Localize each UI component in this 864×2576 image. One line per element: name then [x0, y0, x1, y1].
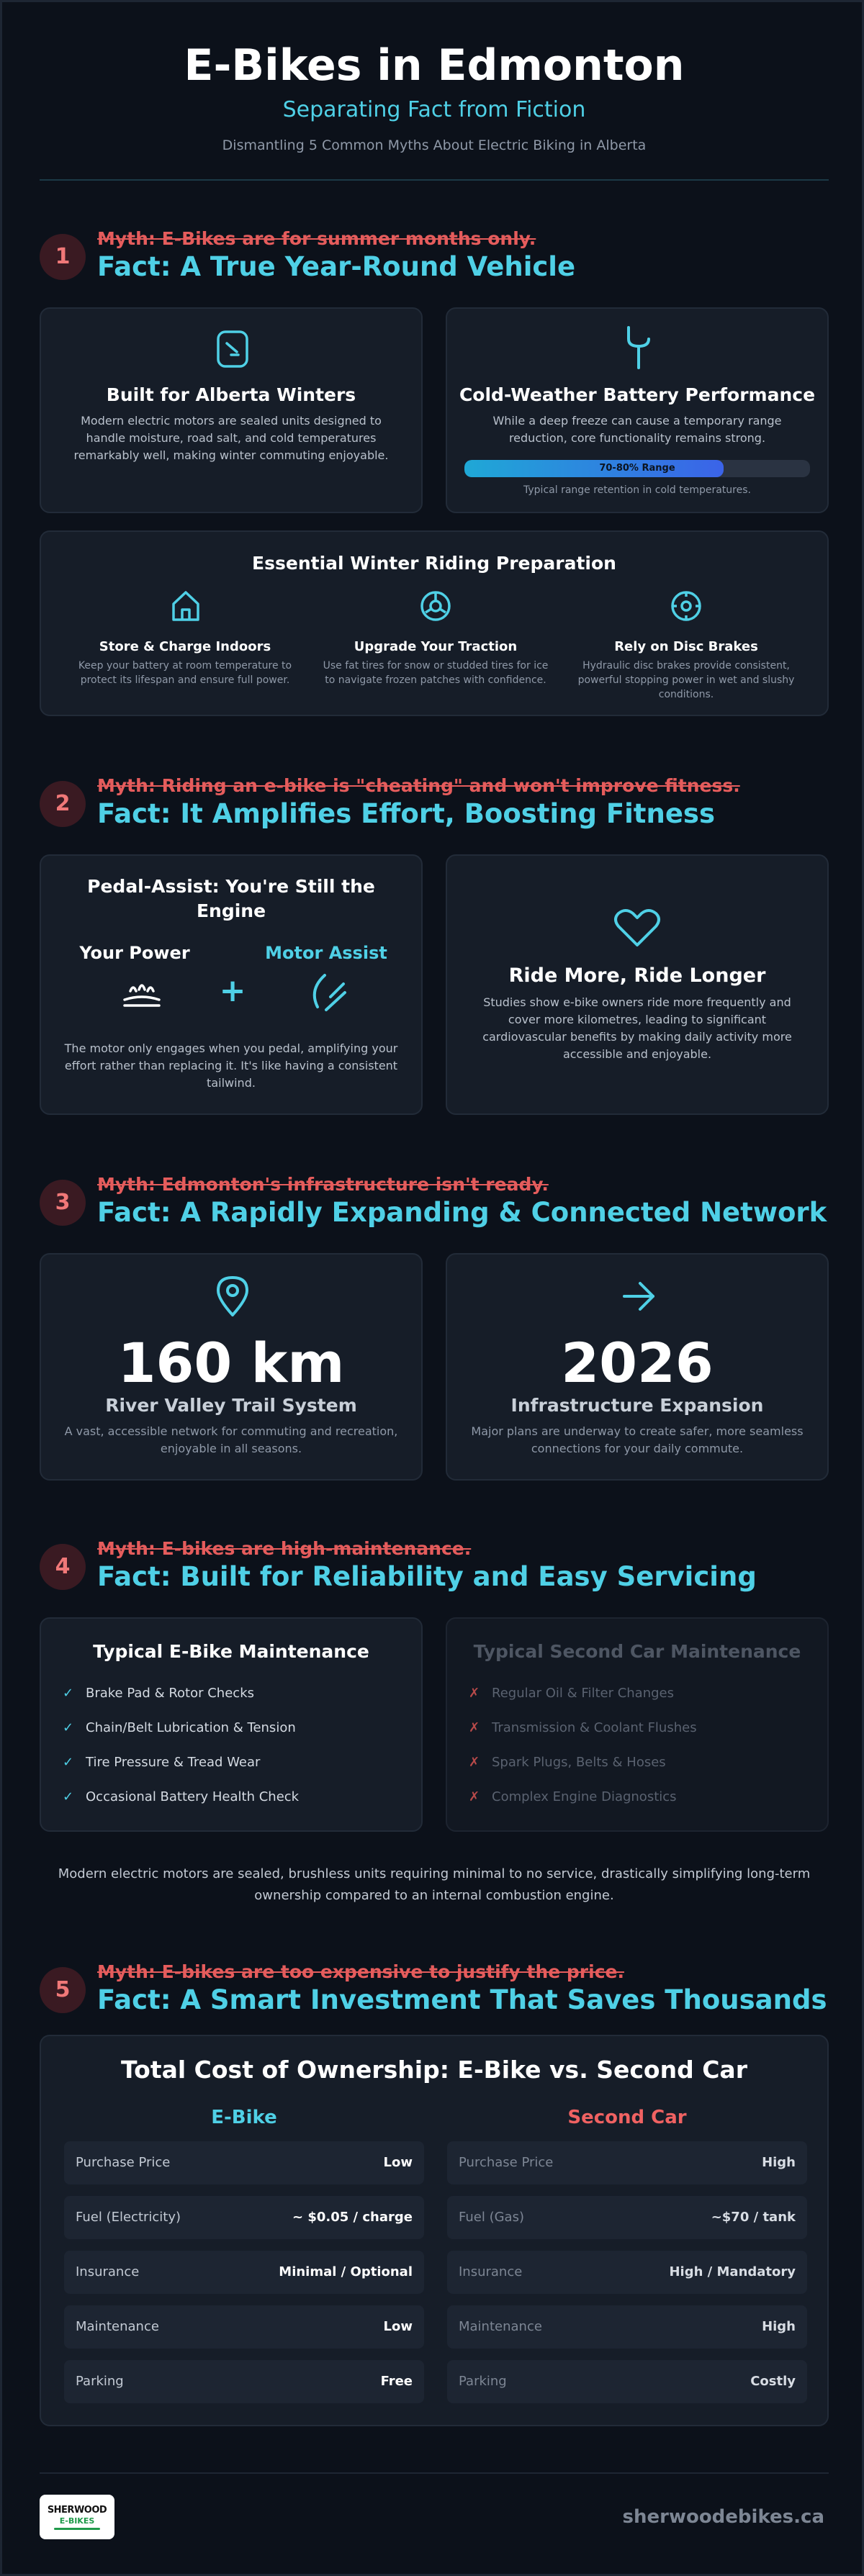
logo-swoosh	[54, 2528, 100, 2530]
section-number: 3	[40, 1180, 86, 1226]
rider-icon	[120, 975, 163, 1010]
page-title: E-Bikes in Edmonton	[184, 40, 685, 91]
location-pin-icon	[214, 1273, 251, 1318]
expansion-year: 2026	[561, 1331, 714, 1395]
card-trail-system	[40, 1253, 423, 1481]
ebike-maintenance-list	[63, 1676, 407, 1815]
card-infrastructure	[446, 1253, 829, 1481]
myth-text: Myth: E-Bikes are for summer months only.	[97, 228, 536, 249]
range-bar	[464, 460, 810, 477]
card-title: Typical E-Bike Maintenance	[93, 1641, 369, 1662]
list-item: ✗ Regular Oil & Filter Changes	[469, 1676, 813, 1711]
list-item: ✗ Transmission & Coolant Flushes	[469, 1711, 813, 1745]
check-icon: ✓	[63, 1755, 74, 1770]
range-bar-label: 70-80% Range	[599, 463, 675, 474]
prep-title: Upgrade Your Traction	[354, 639, 518, 654]
check-icon: ✓	[63, 1686, 74, 1701]
card-title: Typical Second Car Maintenance	[473, 1641, 801, 1662]
section-2-header	[40, 774, 829, 831]
card-text: A vast, accessible network for commuting and recreation, enjoyable in all seasons.	[64, 1424, 398, 1455]
card-text: Modern electric motors are sealed units designed to handle moisture, road salt, and cold temperatures remarkably well, making winter commuting enjoyable.	[73, 414, 389, 462]
card-ride-more	[446, 854, 829, 1115]
section-number: 5	[40, 1967, 86, 2013]
card-ebike-maintenance	[40, 1617, 423, 1832]
fact-text: Fact: A True Year-Round Vehicle	[97, 251, 576, 282]
myth-text: Myth: E-bikes are high-maintenance.	[97, 1538, 472, 1559]
list-item: ✓ Tire Pressure & Tread Wear	[63, 1745, 407, 1780]
cross-icon: ✗	[469, 1720, 480, 1735]
card-car-maintenance	[446, 1617, 829, 1832]
tco-row: Maintenance High	[447, 2305, 807, 2349]
logo-line-1: SHERWOOD	[47, 2505, 107, 2516]
card-tco	[40, 2035, 829, 2426]
maintenance-note: Modern electric motors are sealed, brushless units requiring minimal to no service, drastically simplifying long-term ownership compared to an internal combustion engine.	[58, 1866, 811, 1903]
tco-row: Parking Free	[64, 2360, 424, 2403]
card-title: Built for Alberta Winters	[106, 384, 356, 405]
prep-text: Keep your battery at room temperature to protect its lifespan and ensure full power.	[78, 660, 292, 686]
card-title: Infrastructure Expansion	[510, 1395, 764, 1416]
section-number: 4	[40, 1544, 86, 1590]
website-link[interactable]: sherwoodebikes.ca	[622, 2506, 824, 2528]
phone-icon	[215, 329, 250, 369]
sherwood-logo[interactable]	[40, 2495, 114, 2539]
section-3-header	[40, 1172, 829, 1230]
myth-text: Myth: Edmonton's infrastructure isn't ready.	[97, 1174, 549, 1195]
card-text: While a deep freeze can cause a temporary range reduction, core functionality remains strong.	[492, 414, 782, 445]
card-winters	[40, 307, 423, 513]
range-caption: Typical range retention in cold temperatures.	[523, 484, 751, 496]
check-icon: ✓	[63, 1789, 74, 1804]
tco-row: Purchase Price Low	[64, 2141, 424, 2184]
card-title: Cold-Weather Battery Performance	[459, 384, 816, 405]
tco-row: Purchase Price High	[447, 2141, 807, 2184]
car-maintenance-list	[469, 1676, 813, 1815]
prep-item-brakes	[571, 589, 801, 702]
footer-divider	[40, 2472, 829, 2474]
fact-text: Fact: Built for Reliability and Easy Servicing	[97, 1561, 757, 1592]
section-number: 2	[40, 781, 86, 827]
motor-assist-label: Motor Assist	[265, 943, 387, 963]
list-item: ✓ Occasional Battery Health Check	[63, 1780, 407, 1815]
list-item: ✗ Spark Plugs, Belts & Hoses	[469, 1745, 813, 1780]
fact-text: Fact: A Smart Investment That Saves Thousands	[97, 1984, 827, 2015]
arrow-right-icon	[620, 1280, 657, 1312]
heart-icon	[613, 906, 662, 949]
list-item: ✗ Complex Engine Diagnostics	[469, 1780, 813, 1815]
cross-icon: ✗	[469, 1755, 480, 1770]
prep-text: Use fat tires for snow or studded tires for ice to navigate frozen patches with confidence.	[323, 660, 549, 686]
tco-row: Parking Costly	[447, 2360, 807, 2403]
section-4-header	[40, 1537, 829, 1594]
card-text: Studies show e-bike owners ride more frequently and cover more kilometres, leading to significant cardiovascular benefits by making daily activity more accessible and enjoyable.	[482, 995, 792, 1061]
check-icon: ✓	[63, 1720, 74, 1735]
prep-text: Hydraulic disc brakes provide consistent, powerful stopping power in wet and slushy conditions.	[577, 660, 795, 700]
fact-text: Fact: A Rapidly Expanding & Connected Network	[97, 1197, 827, 1228]
traction-icon	[420, 589, 451, 623]
tco-title: Total Cost of Ownership: E-Bike vs. Second Car	[121, 2056, 747, 2084]
battery-fork-icon	[620, 323, 657, 371]
home-icon	[171, 589, 201, 623]
cross-icon: ✗	[469, 1686, 480, 1701]
card-text: The motor only engages when you pedal, amplifying your effort rather than replacing it. It's like having a consistent tailwind.	[64, 1041, 398, 1090]
header-divider	[40, 179, 829, 181]
ebike-column-label: E-Bike	[211, 2107, 277, 2128]
page-subtitle: Separating Fact from Fiction	[282, 97, 586, 122]
trail-length: 160 km	[117, 1331, 345, 1395]
fact-text: Fact: It Amplifies Effort, Boosting Fitness	[97, 798, 715, 829]
logo-line-2: E-BIKES	[59, 2516, 95, 2526]
header	[40, 2, 829, 182]
disc-brake-icon	[670, 589, 702, 623]
your-power-label: Your Power	[79, 943, 190, 963]
card-title: River Valley Trail System	[105, 1395, 357, 1416]
section-number: 1	[40, 234, 86, 280]
prep-title: Rely on Disc Brakes	[614, 639, 758, 654]
myth-text: Myth: Riding an e-bike is "cheating" and won't improve fitness.	[97, 775, 740, 796]
list-item: ✓ Chain/Belt Lubrication & Tension	[63, 1711, 407, 1745]
card-text: Major plans are underway to create safer, more seamless connections for your daily commute.	[471, 1424, 804, 1455]
section-5-header	[40, 1960, 829, 2017]
prep-item-indoors	[70, 589, 300, 687]
plus-sign: +	[219, 972, 246, 1009]
motor-bolt-icon	[303, 971, 349, 1014]
card-title: Essential Winter Riding Preparation	[252, 553, 616, 574]
tco-row: Insurance High / Mandatory	[447, 2251, 807, 2294]
card-title: Pedal-Assist: You're Still the Engine	[87, 876, 375, 921]
tco-row: Maintenance Low	[64, 2305, 424, 2349]
prep-title: Store & Charge Indoors	[99, 639, 271, 654]
tco-row: Fuel (Gas) ~$70 / tank	[447, 2196, 807, 2239]
tco-row: Fuel (Electricity) ~ $0.05 / charge	[64, 2196, 424, 2239]
card-title: Ride More, Ride Longer	[508, 964, 766, 987]
page-description: Dismantling 5 Common Myths About Electric Biking in Alberta	[222, 137, 647, 153]
myth-text: Myth: E-bikes are too expensive to justify the price.	[97, 1961, 624, 1982]
prep-item-traction	[320, 589, 551, 687]
cross-icon: ✗	[469, 1789, 480, 1804]
list-item: ✓ Brake Pad & Rotor Checks	[63, 1676, 407, 1711]
car-column-label: Second Car	[567, 2107, 687, 2128]
card-pedal-assist	[40, 854, 423, 1115]
tco-row: Insurance Minimal / Optional	[64, 2251, 424, 2294]
card-battery	[446, 307, 829, 513]
section-1-header	[40, 227, 829, 284]
card-winter-prep	[40, 530, 829, 716]
